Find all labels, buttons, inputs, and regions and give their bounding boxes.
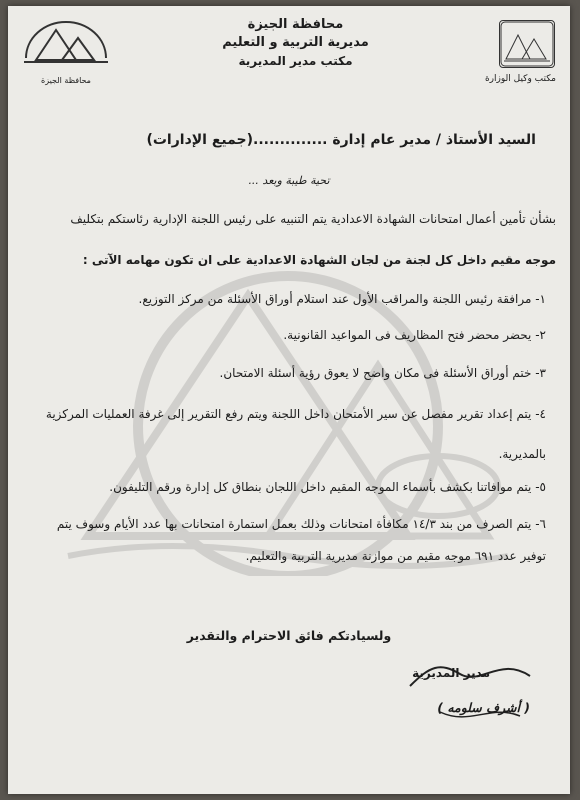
letterhead	[8, 16, 570, 86]
greeting: تحية طيبة وبعد ...	[248, 174, 330, 187]
ministry-logo-icon	[499, 20, 555, 68]
list-item: ٢- يحضر محضر فتح المظاريف فى المواعيد القانونية.	[283, 328, 546, 342]
intro-line-1: بشأن تأمين أعمال امتحانات الشهادة الاعدادية يتم التنبيه على رئيس اللجنة الإدارية رئاستكم بتكليف	[70, 212, 556, 226]
list-item: ٣- ختم أوراق الأسئلة فى مكان واضح لا يعوق رؤية أسئلة الامتحان.	[219, 366, 546, 380]
letterhead-text	[208, 16, 383, 70]
list-item: ٤- يتم إعداد تقرير مفصل عن سير الأمتحان داخل اللجنة ويتم رفع التقرير إلى غرفة العمليات المركزية بالمديرية.	[45, 407, 546, 461]
signature-scribble	[390, 646, 540, 736]
left-logo-caption: محافظة الجيزة	[41, 76, 91, 85]
office-name: مكتب مدير المديرية	[238, 54, 353, 68]
closing-line: ولسيادتكم فائق الاحترام والتقدير	[186, 628, 392, 643]
document-page	[8, 6, 570, 794]
right-logo-caption: مكتب وكيل الوزارة	[484, 74, 556, 84]
addressee-line: السيد الأستاذ / مدير عام إدارة ..............(جميع الإدارات)	[146, 132, 536, 148]
governorate-emblem	[20, 16, 112, 85]
list-item: ٦- يتم الصرف من بند ١٤/٣ مكافأة امتحانات وذلك بعمل استمارة امتحانات بها عدد الأيام وسوف يتم توفير عدد ٦٩١ موجه مقيم من موازنة مديرية التربية والتعليم.	[56, 517, 546, 563]
list-item: ١- مرافقة رئيس اللجنة والمراقب الأول عند استلام أوراق الأسئلة من مركز التوزيع.	[138, 292, 546, 306]
intro-line-2: موجه مقيم داخل كل لجنة من لجان الشهادة الاعدادية على ان تكون مهامه الآتى :	[82, 253, 556, 267]
governorate-name: محافظة الجيزة	[247, 17, 344, 32]
ministry-emblem	[484, 20, 556, 84]
pyramids-logo-icon	[20, 16, 112, 72]
signatory-title: مدير المديرية	[412, 666, 490, 680]
list-item: ٥- يتم موافاتنا بكشف بأسماء الموجه المقيم داخل اللجان بنطاق كل إدارة ورقم التليفون.	[109, 480, 546, 494]
signatory-name: ( أشرف سلومه )	[437, 700, 530, 715]
directorate-name: مديرية التربية و التعليم	[222, 35, 369, 50]
